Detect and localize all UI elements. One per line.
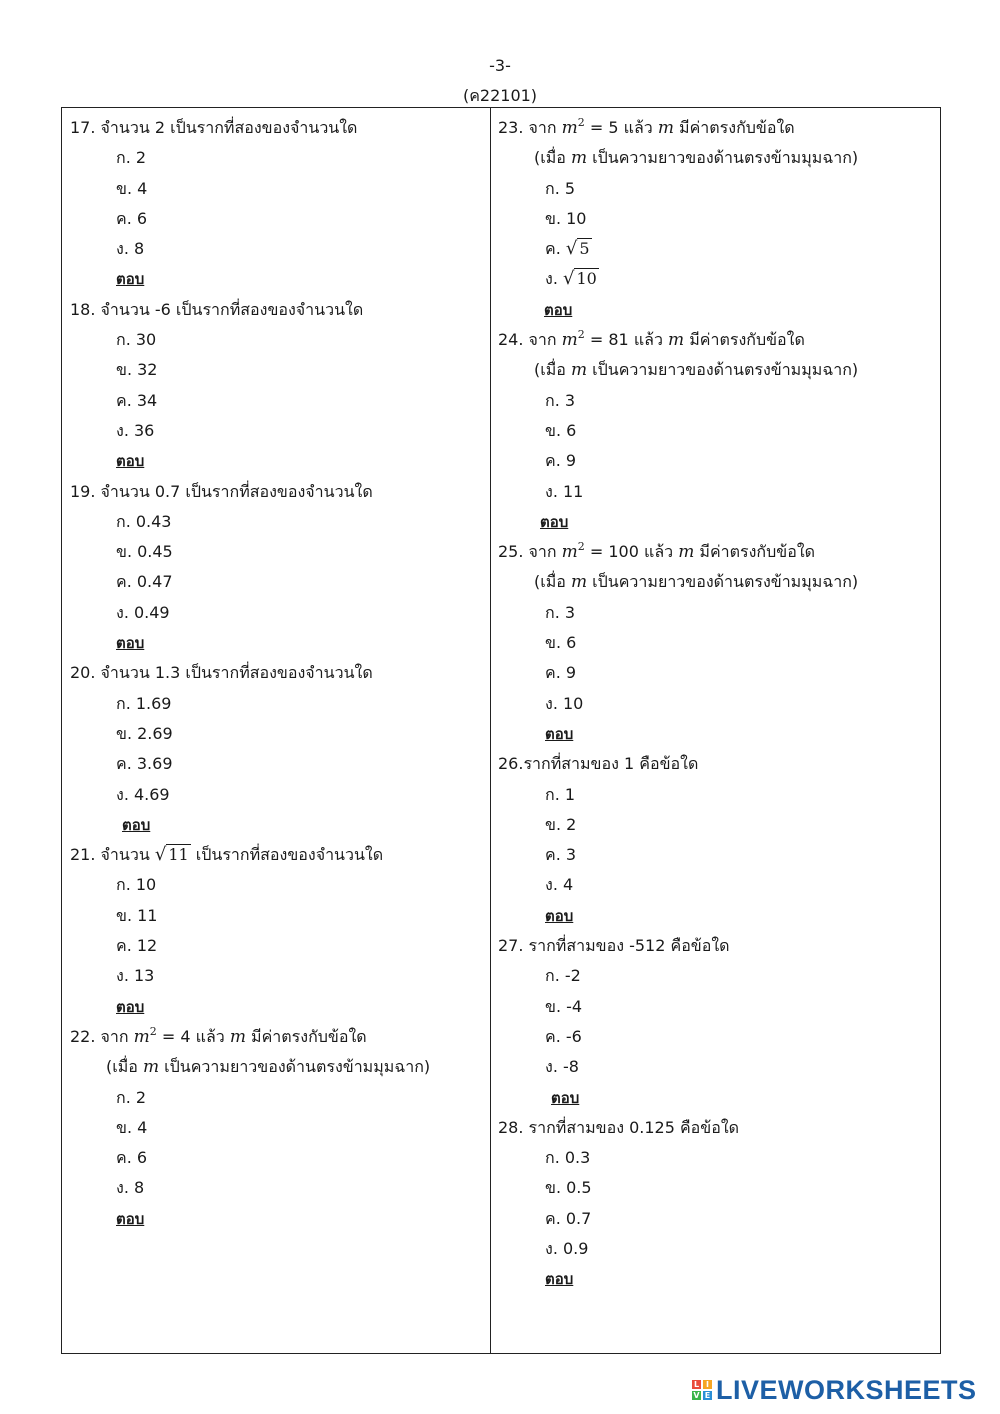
liveworksheets-logo[interactable]: [692, 1374, 977, 1406]
q25-option-b[interactable]: ข. 6: [545, 633, 577, 653]
logo-text: LIVEWORKSHEETS: [716, 1374, 977, 1405]
q28-option-b[interactable]: ข. 0.5: [545, 1178, 592, 1198]
q23-option-c-prefix: ค.: [545, 239, 566, 259]
question-21: [70, 840, 485, 870]
q25-number: 25. จาก: [498, 542, 562, 562]
q23-cond-var: m: [570, 148, 588, 169]
q23-option-d-radicand: 10: [576, 269, 597, 289]
q20-option-d[interactable]: ง. 4.69: [116, 784, 170, 804]
q24-cond-pre: (เมื่อ: [534, 360, 571, 380]
q25-answer-label: ตอบ: [545, 724, 574, 743]
q25-option-a[interactable]: ก. 3: [545, 602, 576, 622]
q25-exponent: 2: [577, 540, 585, 554]
q21-option-a[interactable]: ก. 10: [116, 875, 157, 895]
q21-radicand: 11: [168, 845, 189, 865]
q18-option-d[interactable]: ง. 36: [116, 420, 155, 440]
q25-var2: m: [678, 542, 695, 563]
q23-exponent: 2: [577, 116, 585, 129]
q20-answer-label: ตอบ: [122, 815, 151, 834]
q25-mid: = 100 แล้ว: [584, 542, 679, 562]
q19-option-d[interactable]: ง. 0.49: [116, 602, 170, 622]
logo-icon: [692, 1380, 712, 1400]
logo-cell-e: E: [704, 1391, 711, 1400]
q23-option-c-radicand: 5: [579, 239, 590, 259]
q25-end: มีค่าตรงกับข้อใด: [694, 542, 816, 562]
q22-var2: m: [229, 1026, 246, 1047]
q17-option-c[interactable]: ค. 6: [116, 208, 148, 228]
q22-cond-post: เป็นความยาวของด้านตรงข้ามมุมฉาก): [159, 1057, 431, 1077]
question-27: 27. รากที่สามของ -512 คือข้อใด: [498, 936, 730, 956]
q23-cond-pre: (เมื่อ: [534, 148, 571, 168]
q23-cond-post: เป็นความยาวของด้านตรงข้ามมุมฉาก): [587, 148, 859, 168]
q24-exponent: 2: [577, 328, 585, 342]
q24-option-b[interactable]: ข. 6: [545, 420, 577, 440]
sqrt-symbol: √: [565, 238, 578, 260]
q25-cond-var: m: [570, 572, 588, 593]
q28-option-d[interactable]: ง. 0.9: [545, 1238, 589, 1258]
logo-cell-i: I: [703, 1380, 712, 1389]
course-code: (ค22101): [462, 86, 538, 105]
q22-option-b[interactable]: ข. 4: [116, 1117, 148, 1137]
q18-option-b[interactable]: ข. 32: [116, 360, 158, 380]
q22-cond-pre: (เมื่อ: [106, 1057, 143, 1077]
q22-option-d[interactable]: ง. 8: [116, 1178, 145, 1198]
question-17: 17. จำนวน 2 เป็นรากที่สองของจำนวนใด: [70, 118, 358, 137]
q23-number: 23. จาก: [498, 118, 562, 137]
q26-option-d[interactable]: ง. 4: [545, 875, 574, 895]
q27-option-b[interactable]: ข. -4: [545, 996, 583, 1016]
q27-option-d[interactable]: ง. -8: [545, 1057, 579, 1077]
q19-answer-label: ตอบ: [116, 634, 145, 653]
q24-var2: m: [668, 330, 685, 351]
q23-end: มีค่าตรงกับข้อใด: [673, 118, 795, 137]
q23-var: m: [561, 118, 578, 138]
q23-var2: m: [657, 118, 674, 138]
q26-option-c[interactable]: ค. 3: [545, 845, 577, 865]
q28-answer-label: ตอบ: [545, 1270, 574, 1289]
q24-mid: = 81 แล้ว: [584, 330, 669, 350]
q22-answer-label: ตอบ: [116, 1209, 145, 1228]
q19-option-c[interactable]: ค. 0.47: [116, 572, 173, 592]
q27-option-a[interactable]: ก. -2: [545, 966, 581, 986]
q21-answer-label: ตอบ: [116, 997, 145, 1016]
q24-answer-label: ตอบ: [540, 512, 569, 531]
q21-text-post: เป็นรากที่สองของจำนวนใด: [190, 845, 384, 865]
q28-option-c[interactable]: ค. 0.7: [545, 1208, 592, 1228]
q22-exponent: 2: [149, 1024, 157, 1038]
q18-answer-label: ตอบ: [116, 452, 145, 471]
q26-answer-label: ตอบ: [545, 906, 574, 925]
q23-answer-label: ตอบ: [544, 300, 573, 319]
question-26: 26.รากที่สามของ 1 คือข้อใด: [498, 754, 699, 774]
question-28: 28. รากที่สามของ 0.125 คือข้อใด: [498, 1117, 740, 1137]
q25-cond-pre: (เมื่อ: [534, 572, 571, 592]
right-column: [498, 113, 938, 1295]
q25-condition: [498, 567, 938, 597]
q21-option-c[interactable]: ค. 12: [116, 936, 158, 956]
q22-mid: = 4 แล้ว: [156, 1026, 230, 1046]
q25-option-d[interactable]: ง. 10: [545, 693, 584, 713]
q27-answer-label: ตอบ: [551, 1088, 580, 1107]
q28-option-a[interactable]: ก. 0.3: [545, 1148, 591, 1168]
q21-option-b[interactable]: ข. 11: [116, 905, 158, 925]
question-24: [498, 325, 938, 355]
q24-var: m: [561, 330, 578, 351]
q26-option-a[interactable]: ก. 1: [545, 784, 576, 804]
q20-option-c[interactable]: ค. 3.69: [116, 754, 173, 774]
q24-cond-var: m: [570, 360, 588, 381]
q20-option-a[interactable]: ก. 1.69: [116, 693, 172, 713]
sqrt-symbol: √: [562, 268, 575, 290]
q23-option-c[interactable]: [498, 234, 938, 264]
question-25: [498, 537, 938, 567]
column-divider: [490, 107, 491, 1354]
q23-option-d-prefix: ง.: [545, 269, 563, 289]
q25-cond-post: เป็นความยาวของด้านตรงข้ามมุมฉาก): [587, 572, 859, 592]
q22-option-c[interactable]: ค. 6: [116, 1148, 148, 1168]
q27-option-c[interactable]: ค. -6: [545, 1026, 582, 1046]
page-number: -3-: [489, 56, 511, 75]
q24-option-c[interactable]: ค. 9: [545, 451, 577, 471]
q24-option-a[interactable]: ก. 3: [545, 390, 576, 410]
q17-option-d[interactable]: ง. 8: [116, 239, 145, 259]
q25-option-c[interactable]: ค. 9: [545, 663, 577, 683]
q24-condition: [498, 355, 938, 385]
q23-condition: [498, 143, 938, 173]
q17-answer-label: ตอบ: [116, 270, 145, 289]
question-19: 19. จำนวน 0.7 เป็นรากที่สองของจำนวนใด: [70, 481, 373, 501]
q22-var: m: [133, 1026, 150, 1047]
q18-option-a[interactable]: ก. 30: [116, 330, 157, 350]
q21-text-pre: 21. จำนวน: [70, 845, 155, 865]
q23-option-d[interactable]: [498, 264, 938, 294]
q25-var: m: [561, 542, 578, 563]
q23-mid: = 5 แล้ว: [584, 118, 658, 137]
q26-option-b[interactable]: ข. 2: [545, 814, 577, 834]
q19-option-a[interactable]: ก. 0.43: [116, 511, 172, 531]
q24-option-d[interactable]: ง. 11: [545, 481, 584, 501]
q18-option-c[interactable]: ค. 34: [116, 390, 158, 410]
q22-condition: [70, 1052, 485, 1082]
q24-end: มีค่าตรงกับข้อใด: [684, 330, 805, 350]
question-20: 20. จำนวน 1.3 เป็นรากที่สองของจำนวนใด: [70, 663, 373, 683]
question-18: 18. จำนวน -6 เป็นรากที่สองของจำนวนใด: [70, 299, 364, 319]
q22-option-a[interactable]: ก. 2: [116, 1087, 147, 1107]
question-22: [70, 1022, 485, 1052]
q22-number: 22. จาก: [70, 1026, 134, 1046]
question-23: [498, 113, 938, 143]
q17-option-a[interactable]: ก. 2: [116, 148, 147, 168]
q17-option-b[interactable]: ข. 4: [116, 178, 148, 198]
q24-cond-post: เป็นความยาวของด้านตรงข้ามมุมฉาก): [587, 360, 859, 380]
q23-option-b[interactable]: ข. 10: [545, 208, 587, 228]
q19-option-b[interactable]: ข. 0.45: [116, 542, 173, 562]
q22-cond-var: m: [142, 1057, 160, 1078]
q20-option-b[interactable]: ข. 2.69: [116, 723, 173, 743]
q24-number: 24. จาก: [498, 330, 562, 350]
logo-cell-l: L: [693, 1380, 700, 1389]
q23-option-a[interactable]: ก. 5: [545, 178, 576, 198]
left-column: [70, 113, 485, 1234]
logo-cell-v: V: [693, 1391, 700, 1400]
sqrt-symbol: √: [154, 844, 167, 866]
q22-end: มีค่าตรงกับข้อใด: [245, 1026, 367, 1046]
q21-option-d[interactable]: ง. 13: [116, 966, 155, 986]
